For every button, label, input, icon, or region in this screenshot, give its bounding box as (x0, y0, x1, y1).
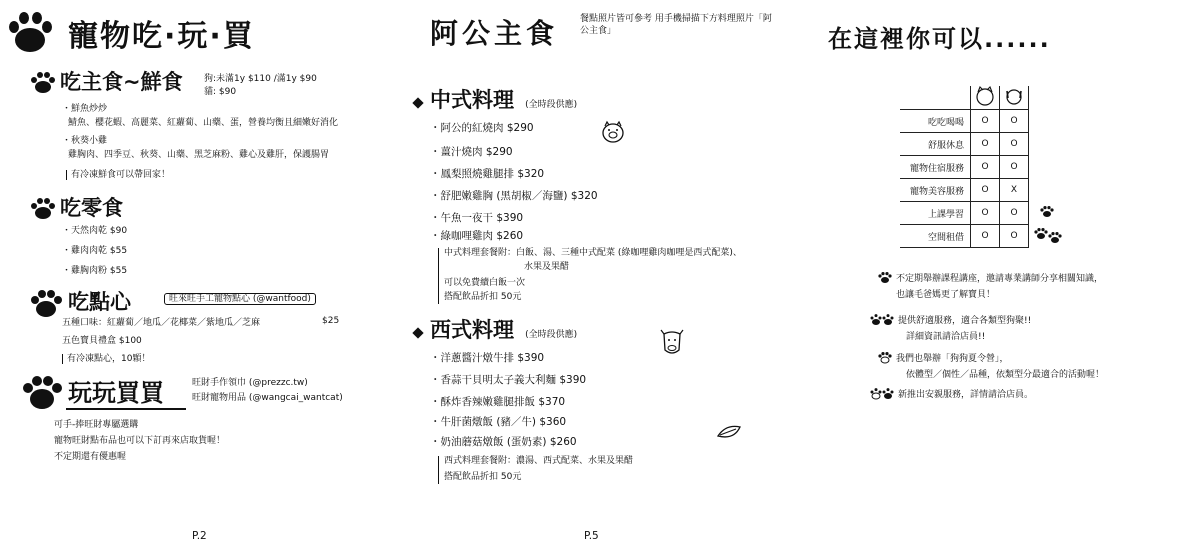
service-bullet: 提供舒適服務，適合各類型狗聚!! (898, 316, 1032, 326)
middle-title: 阿公主食 (430, 17, 559, 50)
cat-face-icon (975, 86, 995, 106)
menu-item: ・洋蔥醬汁燉牛排 $390 (430, 352, 545, 364)
treat-gift: 五色寶貝禮盒 $100 (62, 336, 142, 346)
table-row (900, 179, 1029, 202)
paw-icon (1040, 206, 1054, 218)
menu-item: ・牛肝菌燉飯 (豬／牛) $360 (430, 416, 567, 428)
item-title: ・秋葵小雞 (62, 136, 108, 146)
diamond-bullet-icon (412, 327, 423, 338)
row-label: 舒服休息 (900, 133, 971, 156)
menu-item: ・鳳梨照燒雞腿排 $320 (430, 168, 545, 180)
row-label: 吃吃喝喝 (900, 110, 971, 133)
paw-icon (1034, 228, 1048, 240)
treat-note: 有冷凍點心，10顆！ (62, 354, 150, 364)
paw-icon (6, 10, 54, 54)
set-note-bar (438, 456, 439, 484)
cat-cell: O (971, 156, 1000, 179)
paw-icon (878, 272, 892, 284)
menu-item: ・香蒜干貝明太子義大利麵 $390 (430, 374, 587, 386)
shop-line: 可手-捧旺財專屬選購 (54, 420, 139, 430)
treats-partner (164, 294, 316, 304)
menu-item: ・薑汁燒肉 $290 (430, 146, 513, 158)
paw-icon (22, 376, 62, 410)
cat-cell: O (971, 110, 1000, 133)
paw-icon (878, 352, 892, 364)
row-label: 寵物住宿服務 (900, 156, 971, 179)
dog-cell: X (1000, 179, 1029, 202)
treat-price: $25 (322, 316, 340, 326)
table-row (900, 133, 1029, 156)
row-label: 寵物美容服務 (900, 179, 971, 202)
service-bullet: 新推出安親服務，詳情請洽店員。 (898, 390, 1034, 400)
section-note: 有冷凍鮮食可以帶回家！ (66, 170, 170, 180)
paws-icon (870, 314, 894, 326)
pig-icon (600, 120, 626, 144)
shop-line: 不定期還有優惠喔 (54, 452, 127, 462)
set-note: 水果及果醋 (524, 262, 570, 272)
section-heading-shop: 玩玩買買 (68, 379, 164, 407)
treat-flavors: 五種口味：紅蘿蔔／地瓜／花椰菜／紫地瓜／芝麻 (62, 318, 261, 328)
menu-item: ・綠咖哩雞肉 $260 (430, 230, 524, 242)
service-bullet: 也讓毛爸媽更了解寶貝！ (896, 290, 996, 300)
dog-cell: O (1000, 110, 1029, 133)
service-bullet: 不定期舉辦課程講座，邀請專業講師分享相關知識， (896, 274, 1104, 284)
cow-icon (660, 328, 684, 358)
section-heading-fresh-food: 吃主食~鮮食 (60, 70, 183, 94)
services-table (900, 86, 1029, 248)
paw-icon (30, 198, 56, 220)
leaf-icon (716, 424, 742, 440)
page-number: P.5 (584, 530, 599, 542)
dog-cell: O (1000, 202, 1029, 225)
dog-column-header (1000, 86, 1029, 110)
chinese-heading-wrap (414, 88, 577, 112)
cat-cell: O (971, 179, 1000, 202)
menu-item: ・舒肥嫩雞胸 (黑胡椒／海鹽) $320 (430, 190, 598, 202)
set-note: 西式料理套餐附：濃湯、西式配菜、水果及果醋 (444, 456, 634, 466)
western-heading: 西式料理 (430, 318, 514, 342)
table-row (900, 156, 1029, 179)
treats-partner-label: 旺來旺手工寵物點心 (@wantfood) (164, 293, 316, 305)
menu-item: ・阿公的紅燒肉 $290 (430, 122, 534, 134)
heading-underline (66, 408, 186, 410)
service-bullet: 詳細資訊請洽店員!! (906, 332, 986, 342)
row-label: 空間租借 (900, 225, 971, 248)
cat-cell: O (971, 202, 1000, 225)
section-heading-snacks: 吃零食 (60, 196, 123, 220)
page-number: P.2 (192, 530, 207, 542)
item-desc: 鯖魚、櫻花蝦、高麗菜、紅蘿蔔、山藥、蛋，營養均衡且細嫩好消化 (68, 118, 339, 128)
table-row (900, 225, 1029, 248)
chinese-sub: (全時段供應) (525, 100, 578, 110)
dog-cell: O (1000, 133, 1029, 156)
western-heading-wrap (414, 318, 577, 342)
cat-cell: O (971, 225, 1000, 248)
menu-item: ・酥炸香辣嫩雞腿排飯 $370 (430, 396, 566, 408)
snack-item: ・天然肉乾 $90 (62, 226, 128, 236)
shop-line: 寵物旺財點布品也可以下訂再來店取貨喔！ (54, 436, 226, 446)
chinese-heading: 中式料理 (430, 88, 514, 112)
dog-cell: O (1000, 225, 1029, 248)
right-title: 在這裡你可以...... (828, 25, 1051, 53)
set-note: 搭配飲品折扣 50元 (444, 472, 522, 482)
price-note-cat: 貓: $90 (204, 87, 237, 97)
snack-item: ・雞肉肉乾 $55 (62, 246, 128, 256)
set-note-bar (438, 248, 439, 304)
service-bullet: 我們也舉辦「狗狗夏令營」， (896, 354, 1009, 364)
set-note: 可以免費續白飯一次 (444, 278, 526, 288)
western-sub: (全時段供應) (525, 330, 578, 340)
menu-item: ・奶油蘑菇燉飯 (蛋奶素) $260 (430, 436, 577, 448)
row-label: 上課學習 (900, 202, 971, 225)
shop-partner-2: 旺財寵物用品 (@wangcai_wantcat) (192, 393, 343, 403)
paw-icon (1048, 232, 1062, 244)
dog-face-icon (1004, 86, 1024, 106)
menu-item: ・午魚一夜干 $390 (430, 212, 524, 224)
paw-icon (30, 290, 62, 318)
dog-cell: O (1000, 156, 1029, 179)
section-heading-treats: 吃點心 (68, 290, 131, 314)
table-row (900, 202, 1029, 225)
paws-icon (870, 388, 894, 400)
shop-partner-1: 旺財手作領巾 (@prezzc.tw) (192, 378, 308, 388)
table-row (900, 110, 1029, 133)
set-note: 中式料理套餐附：白飯、湯、三種中式配菜 (綠咖哩雞肉咖哩是西式配菜)、 (444, 248, 742, 258)
photo-note: 餐點照片皆可參考 用手機掃描下方料理照片「阿公主食」 (580, 14, 772, 36)
set-note: 搭配飲品折扣 50元 (444, 292, 522, 302)
item-desc: 雞胸肉、四季豆、秋葵、山藥、黑芝麻粉、雞心及雞肝，保護腸胃 (68, 150, 330, 160)
item-title: ・鮮魚炒炒 (62, 104, 108, 114)
price-note-dog: 狗:未滿1y $110 /滿1y $90 (204, 74, 317, 84)
snack-item: ・雞胸肉粉 $55 (62, 266, 128, 276)
left-title: 寵物吃·玩·買 (68, 19, 255, 54)
paw-icon (30, 72, 56, 94)
cat-column-header (971, 86, 1000, 110)
cat-cell: O (971, 133, 1000, 156)
service-bullet: 依體型／個性／品種，依類型分最適合的活動喔！ (906, 370, 1105, 380)
diamond-bullet-icon (412, 97, 423, 108)
